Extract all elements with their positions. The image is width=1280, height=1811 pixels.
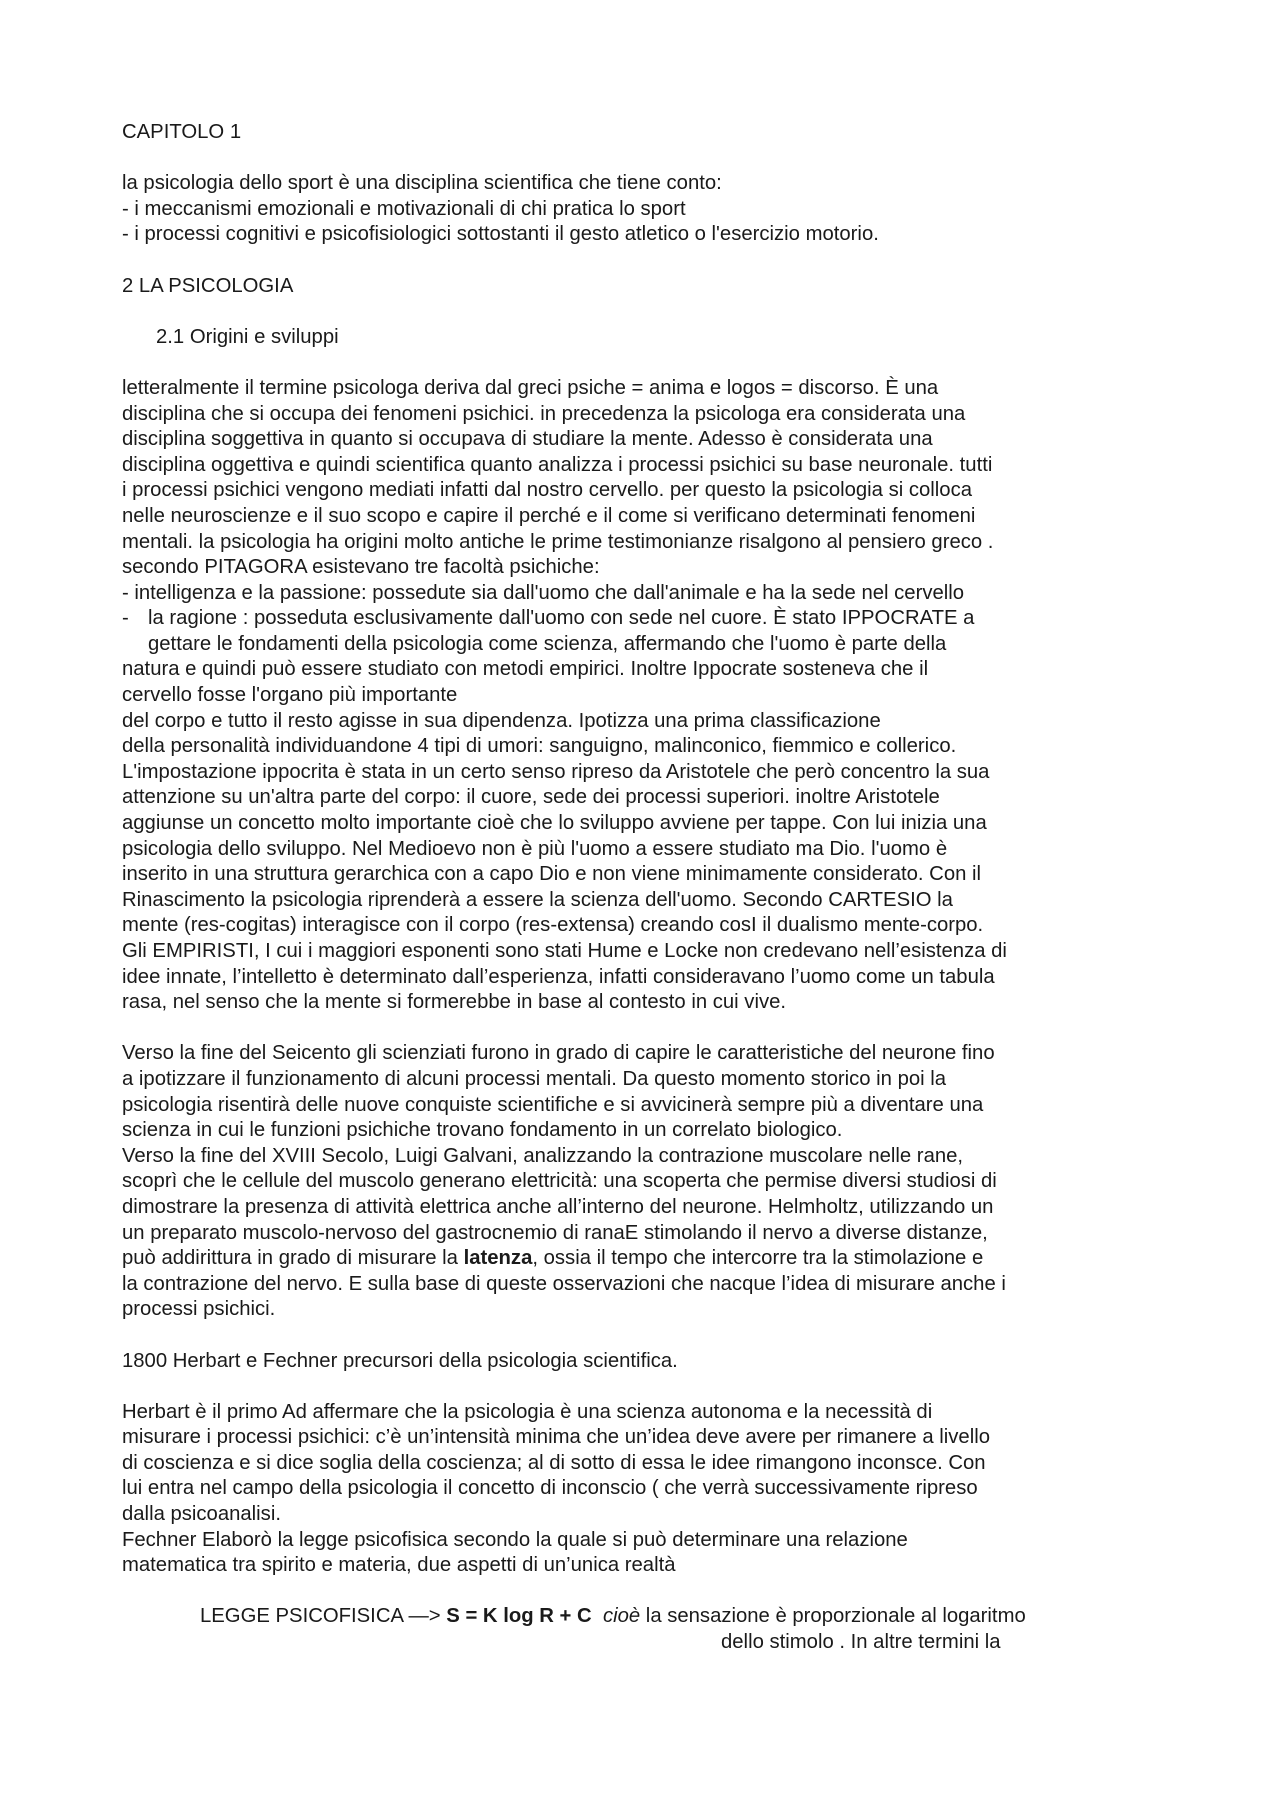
- text-line: nelle neuroscienze e il suo scopo e capire il perché e il come si verificano determinati fenomeni: [122, 504, 976, 527]
- text-line: - i processi cognitivi e psicofisiologici sottostanti il gesto atletico o l'esercizio motorio.: [122, 223, 879, 246]
- text-line: [122, 1246, 1172, 1272]
- text-line: disciplina soggettiva in quanto si occupava di studiare la mente. Adesso è considerata una: [122, 428, 933, 451]
- formula-continuation: dello stimolo . In altre termini la: [721, 1631, 1001, 1654]
- text-line: Verso la fine del XVIII Secolo, Luigi Galvani, analizzando la contrazione muscolare nelle rane,: [122, 1144, 964, 1167]
- text-line: psicologia risentirà delle nuove conquiste scientifiche e si avvicinerà sempre più a diventare una: [122, 1093, 984, 1116]
- text-span: , ossia il tempo che intercorre tra la stimolazione e: [532, 1247, 984, 1270]
- text-line: gettare le fondamenti della psicologia come scienza, affermando che l'uomo è parte della: [148, 632, 947, 655]
- text-line: dimostrare la presenza di attività elettrica anche all’interno del neurone. Helmholtz, utilizzando un: [122, 1195, 994, 1218]
- text-line: psicologia dello sviluppo. Nel Medioevo non è più l'uomo a essere studiato ma Dio. l'uomo è: [122, 837, 948, 860]
- text-line: di coscienza e si dice soglia della coscienza; al di sotto di essa le idee rimangono inconsce. Con: [122, 1451, 986, 1474]
- text-line: disciplina oggettiva e quindi scientifica quanto analizza i processi psichici su base neuronale. tutti: [122, 453, 993, 476]
- paragraph-precursors: 1800 Herbart e Fechner precursori della psicologia scientifica.: [122, 1349, 678, 1372]
- text-line: Rinascimento la psicologia riprenderà a essere la scienza dell'uomo. Secondo CARTESIO la: [122, 888, 953, 911]
- subsection-title: 2.1 Origini e sviluppi: [156, 325, 339, 348]
- text-span: può addirittura in grado di misurare la: [122, 1247, 464, 1270]
- text-line: a ipotizzare il funzionamento di alcuni processi mentali. Da questo momento storico in poi la: [122, 1067, 947, 1090]
- text-line: un preparato muscolo-nervoso del gastrocnemio di ranaE stimolando il nervo a diverse distanze,: [122, 1221, 988, 1244]
- text-line: i processi psichici vengono mediati infatti dal nostro cervello. per questo la psicologia si colloca: [122, 479, 973, 502]
- document-page: [122, 120, 1172, 1656]
- text-line: inserito in una struttura gerarchica con a capo Dio e non viene minimamente considerato. Con il: [122, 863, 982, 886]
- text-line: Gli EMPIRISTI, I cui i maggiori esponenti sono stati Hume e Locke non credevano nell’esistenza di: [122, 940, 1007, 962]
- text-line: rasa, nel senso che la mente si formerebbe in base al contesto in cui vive.: [122, 991, 787, 1014]
- text-line: disciplina che si occupa dei fenomeni psichici. in precedenza la psicologa era considerata una: [122, 402, 966, 425]
- text-line: del corpo e tutto il resto agisse in sua dipendenza. Ipotizza una prima classificazione: [122, 709, 881, 732]
- text-line: Verso la fine del Seicento gli scienziati furono in grado di capire le caratteristiche del neurone fino: [122, 1042, 995, 1065]
- text-line: mentali. la psicologia ha origini molto antiche le prime testimonianze risalgono al pensiero greco .: [122, 530, 994, 553]
- text-line: cervello fosse l'organo più importante: [122, 684, 458, 707]
- dash-bullet: -: [122, 607, 129, 630]
- bullet-line: [122, 606, 1172, 632]
- text-line: letteralmente il termine psicologa deriva dal greci psiche = anima e logos = discorso. È una: [122, 376, 939, 399]
- text-line: Fechner Elaborò la legge psicofisica secondo la quale si può determinare una relazione: [122, 1528, 908, 1551]
- text-line: L'impostazione ippocrita è stata in un certo senso ripreso da Aristotele che però concentro la sua: [122, 760, 990, 783]
- psychophysical-law: [200, 1604, 1172, 1655]
- cioe-italic: cioè: [602, 1605, 641, 1628]
- paragraph-neuron: [122, 1041, 1172, 1323]
- law-explanation: la sensazione è proporzionale al logaritmo: [640, 1605, 1026, 1628]
- section-title: 2 LA PSICOLOGIA: [122, 274, 294, 297]
- text-line: matematica tra spirito e materia, due aspetti di un’unica realtà: [122, 1554, 676, 1577]
- formula-line: [200, 1604, 1172, 1630]
- paragraph-origins: [122, 376, 1172, 1016]
- text-line: aggiunse un concetto molto importante cioè che lo sviluppo avviene per tappe. Con lui inizia una: [122, 812, 987, 835]
- text-line: scienza in cui le funzioni psichiche trovano fondamento in un correlato biologico.: [122, 1119, 843, 1142]
- law-equation: S = K log R + C: [446, 1605, 592, 1628]
- text-line: natura e quindi può essere studiato con metodi empirici. Inoltre Ippocrate sosteneva che il: [122, 658, 929, 681]
- bold-term-latenza: latenza: [463, 1247, 533, 1270]
- text-line: la contrazione del nervo. E sulla base di queste osservazioni che nacque l’idea di misurare anche i: [122, 1272, 1006, 1295]
- paragraph-herbart-fechner: [122, 1400, 1172, 1579]
- text-line: - i meccanismi emozionali e motivazionali di chi pratica lo sport: [122, 197, 686, 220]
- text-line: scoprì che le cellule del muscolo generano elettricità: una scoperta che permise diversi studiosi di: [122, 1170, 997, 1193]
- text-line: attenzione su un'altra parte del corpo: il cuore, sede dei processi superiori. inoltre Aristotele: [122, 786, 940, 809]
- text-line: Herbart è il primo Ad affermare che la psicologia è una scienza autonoma e la necessità di: [122, 1400, 933, 1423]
- text-line: la psicologia dello sport è una disciplina scientifica che tiene conto:: [122, 172, 722, 195]
- text-line: della personalità individuandone 4 tipi di umori: sanguigno, malinconico, fiemmico e collerico.: [122, 735, 957, 758]
- text-line: misurare i processi psichici: c’è un’intensità minima che un’idea deve avere per rimanere a livello: [122, 1426, 990, 1449]
- text-line: mente (res-cogitas) interagisce con il corpo (res-extensa) creando cosI il dualismo mente-corpo.: [122, 914, 984, 937]
- text-line: dalla psicoanalisi.: [122, 1503, 281, 1526]
- chapter-title: CAPITOLO 1: [122, 121, 242, 143]
- law-label: LEGGE PSICOFISICA —>: [200, 1605, 447, 1628]
- intro-paragraph: [122, 171, 1172, 248]
- text-line: idee innate, l’intelletto è determinato dall’esperienza, infatti consideravano l’uomo come un tabula: [122, 965, 995, 988]
- text-line: processi psichici.: [122, 1298, 276, 1321]
- text-line: la ragione : posseduta esclusivamente dall'uomo con sede nel cuore. È stato IPPOCRATE a: [148, 607, 975, 630]
- text-line: - intelligenza e la passione: possedute sia dall'uomo che dall'animale e ha la sede nel cervello: [122, 581, 965, 604]
- text-line: secondo PITAGORA esistevano tre facoltà psichiche:: [122, 556, 600, 579]
- text-line: lui entra nel campo della psicologia il concetto di inconscio ( che verrà successivamente ripreso: [122, 1477, 978, 1500]
